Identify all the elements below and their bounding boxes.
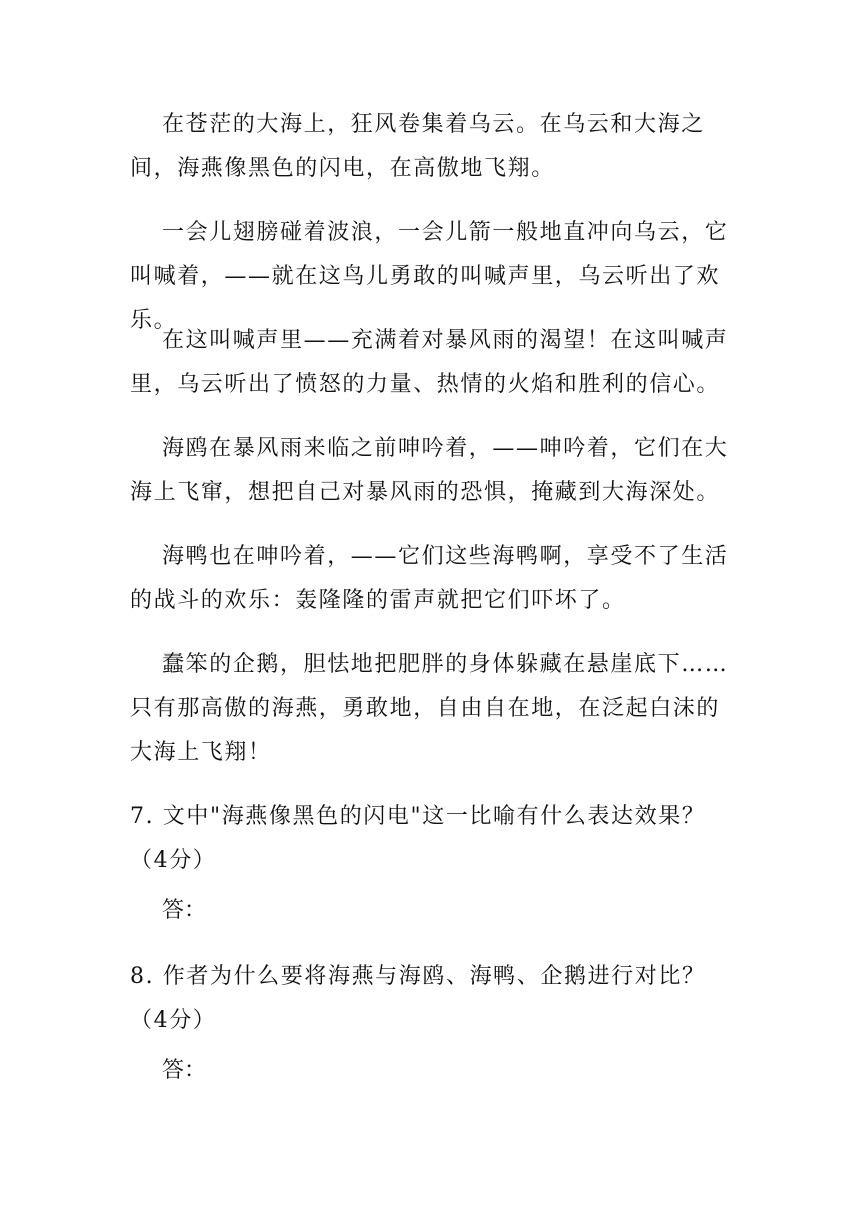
passage-paragraph-1: 在苍茫的大海上，狂风卷集着乌云。在乌云和大海之间，海燕像黑色的闪电，在高傲地飞翔。 [130, 112, 705, 181]
question-7: 7. 文中"海燕像黑色的闪电"这一比喻有什么表达效果？（4分） [130, 804, 706, 873]
passage-paragraph-2: 一会儿翅膀碰着波浪，一会儿箭一般地直冲向乌云，它叫喊着，——就在这鸟儿勇敢的叫喊声里，乌云听出了欢乐。 [130, 220, 729, 333]
answer-label-7: 答： [162, 898, 207, 923]
passage-paragraph-5: 海鸭也在呻吟着，——它们这些海鸭啊，享受不了生活的战斗的欢乐：轰隆隆的雷声就把它们吓坏了。 [130, 544, 729, 613]
answer-label-8: 答： [162, 1058, 207, 1083]
passage-paragraph-4: 海鸥在暴风雨来临之前呻吟着，——呻吟着，它们在大海上飞窜，想把自己对暴风雨的恐惧，掩藏到大海深处。 [130, 436, 729, 505]
question-8: 8. 作者为什么要将海燕与海鸥、海鸭、企鹅进行对比？（4分） [130, 964, 706, 1033]
passage-paragraph-3: 在这叫喊声里——充满着对暴风雨的渴望！在这叫喊声里，乌云听出了愤怒的力量、热情的火焰和胜利的信心。 [130, 328, 729, 397]
passage-paragraph-6: 蠢笨的企鹅，胆怯地把肥胖的身体躲藏在悬崖底下……只有那高傲的海燕，勇敢地，自由自在地，在泛起白沫的大海上飞翔！ [130, 652, 729, 765]
